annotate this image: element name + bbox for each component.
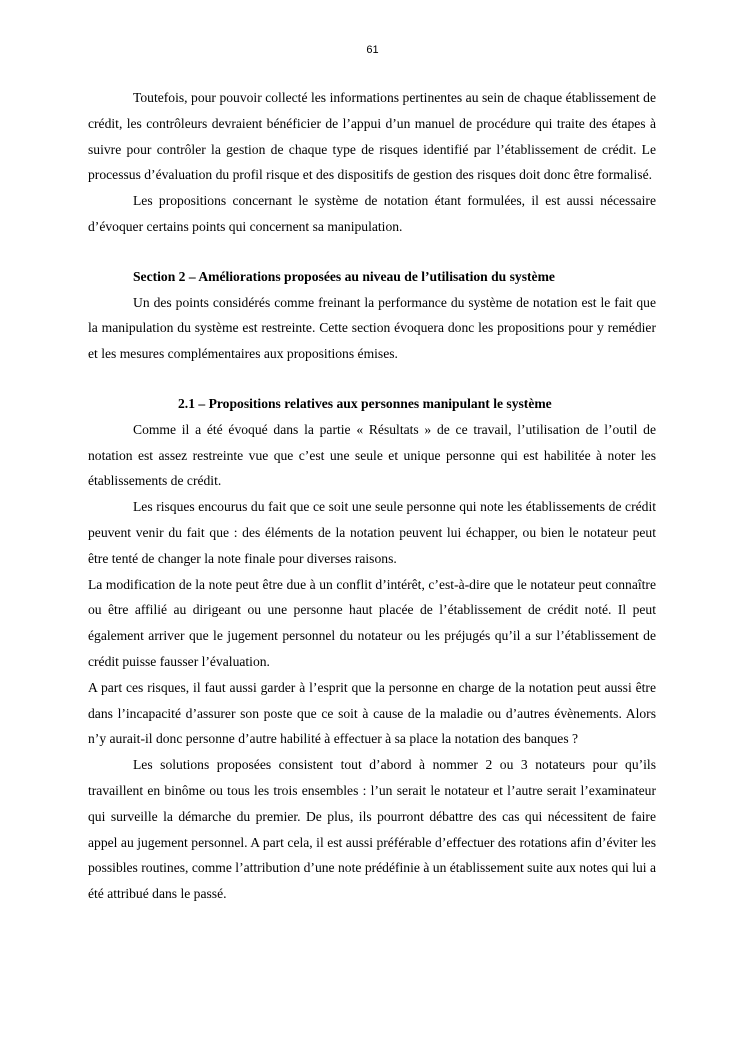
paragraph-risks-incurred: Les risques encourus du fait que ce soit une seule personne qui note les établissements de crédit peuvent venir du fait que : des éléments de la notation peuvent lui échapper, ou bien le notateur peut être tenté de changer la note finale pour diverses raisons. [88, 499, 656, 566]
subsection-2-1-heading: 2.1 – Propositions relatives aux personnes manipulant le système [178, 395, 552, 411]
paragraph-rating-manipulation: Les propositions concernant le système de notation étant formulées, il est aussi nécessaire d’évoquer certains points qui concernent sa manipulation. [88, 193, 656, 234]
paragraph-conflict-of-interest: La modification de la note peut être due à un conflit d’intérêt, c’est-à-dire que le notateur peut connaître ou être affilié au dirigeant ou une personne haut placée de l’établissement de crédit noté. Il peut également arriver que le jugement personnel du notateur ou les préjugés qu’il a sur l’établissement de crédit puisse fausser l’évaluation. [88, 576, 656, 669]
paragraph-restricted-manipulation: Un des points considérés comme freinant la performance du système de notation est le fait que la manipulation du système est restreinte. Cette section évoquera donc les propositions pour y remédier et les mesures complémentaires aux propositions émises. [88, 294, 656, 362]
document-body [88, 85, 656, 907]
paragraph-manual-procedure: Toutefois, pour pouvoir collecté les informations pertinentes au sein de chaque établissement de crédit, les contrôleurs devraient bénéficier de l’appui d’un manuel de procédure qui traite des étapes à suivre pour contrôler la gestion de chaque type de risques identifié par l’établissement de crédit. Le processus d’évaluation du profil risque et des dispositifs de gestion des risques doit donc être formalisé. [88, 90, 656, 183]
paragraph-solutions: Les solutions proposées consistent tout d’abord à nommer 2 ou 3 notateurs pour qu’ils travaillent en binôme ou tous les trois ensembles : l’un serait le notateur et l’autre serait l’examinateur qui surveille la démarche du premier. De plus, ils pourront débattre des cas qui nécessitent de faire appel au jugement personnel. A part cela, il est aussi préférable d’effectuer des rotations afin d’éviter les possibles routines, comme l’attribution d’une note prédéfinie à un établissement suite aux notes qui lui a été attribué dans le passé. [88, 757, 656, 902]
paragraph-single-person: Comme il a été évoqué dans la partie « Résultats » de ce travail, l’utilisation de l’outil de notation est assez restreinte vue que c’est une seule et unique personne qui est habilitée à noter les établissements de crédit. [88, 421, 656, 489]
page-number: 61 [366, 44, 379, 56]
section-2-heading: Section 2 – Améliorations proposées au niveau de l’utilisation du système [133, 268, 555, 284]
paragraph-incapacity: A part ces risques, il faut aussi garder à l’esprit que la personne en charge de la notation peut aussi être dans l’incapacité d’assurer son poste que ce soit à cause de la maladie ou d’autres évènements. Alors n’y aurait-il donc personne d’autre habilité à effectuer à sa place la notation des banques ? [88, 679, 656, 747]
